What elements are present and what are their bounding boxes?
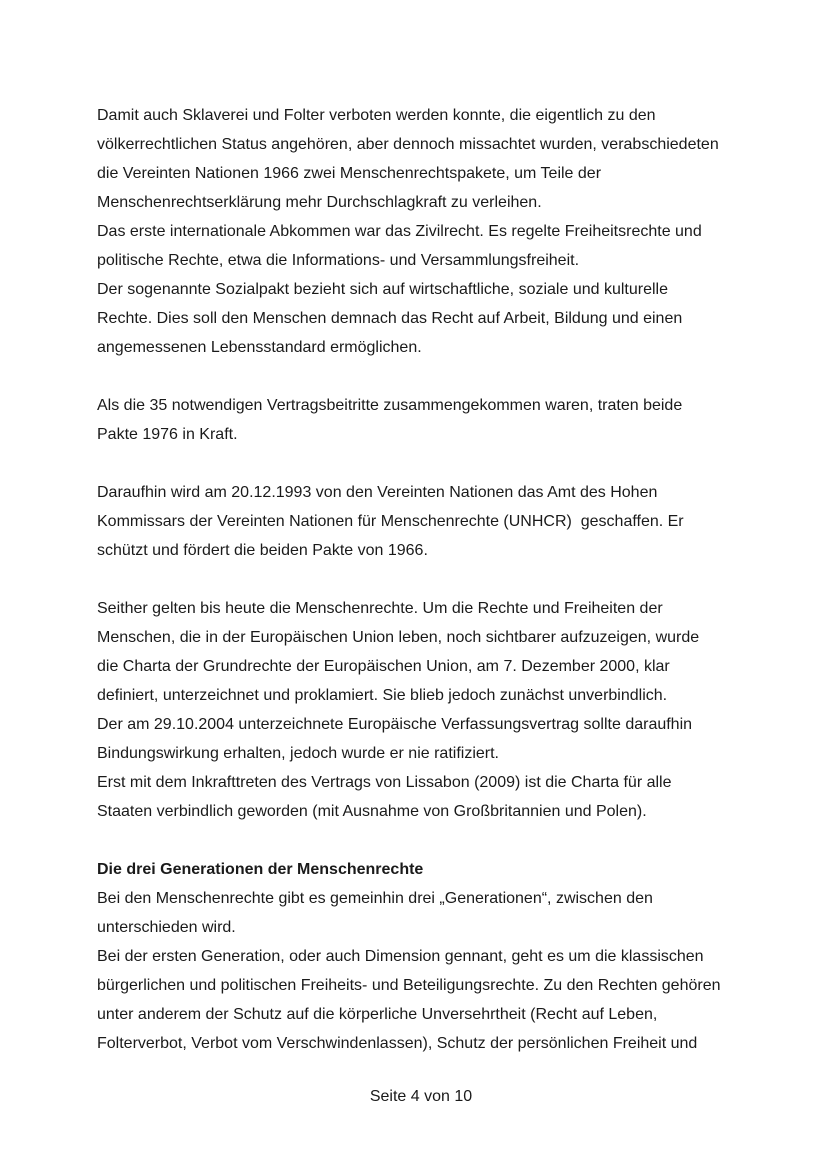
text-line: Menschenrechtserklärung mehr Durchschlagkraft zu verleihen. <box>97 194 542 211</box>
text-line: unterschieden wird. <box>97 919 236 936</box>
section-heading: Die drei Generationen der Menschenrechte <box>97 861 424 878</box>
text-line: die Vereinten Nationen 1966 zwei Menschenrechtspakete, um Teile der <box>97 165 602 182</box>
text-line: schützt und fördert die beiden Pakte von 1966. <box>97 542 428 559</box>
text-line: die Charta der Grundrechte der Europäischen Union, am 7. Dezember 2000, klar <box>97 658 670 675</box>
text-line: bürgerlichen und politischen Freiheits- und Beteiligungsrechte. Zu den Rechten gehören <box>97 977 721 994</box>
text-line: Seither gelten bis heute die Menschenrechte. Um die Rechte und Freiheiten der <box>97 600 663 617</box>
page-number-footer: Seite 4 von 10 <box>369 1088 473 1105</box>
paragraph-spacer <box>97 449 757 478</box>
paragraph-spacer <box>97 826 757 855</box>
text-line: unter anderem der Schutz auf die körperliche Unversehrtheit (Recht auf Leben, <box>97 1006 658 1023</box>
text-line: politische Rechte, etwa die Informations- und Versammlungsfreiheit. <box>97 252 580 269</box>
paragraph-spacer <box>97 565 757 594</box>
text-line: Als die 35 notwendigen Vertragsbeitritte zusammengekommen waren, traten beide <box>97 397 683 414</box>
text-line: Staaten verbindlich geworden (mit Ausnahme von Großbritannien und Polen). <box>97 803 647 820</box>
text-line: völkerrechtlichen Status angehören, aber dennoch missachtet wurden, verabschiedeten <box>97 136 719 153</box>
text-line: Das erste internationale Abkommen war das Zivilrecht. Es regelte Freiheitsrechte und <box>97 223 702 240</box>
text-line: Pakte 1976 in Kraft. <box>97 426 238 443</box>
text-line: Folterverbot, Verbot vom Verschwindenlassen), Schutz der persönlichen Freiheit und <box>97 1035 698 1052</box>
text-line: Bei der ersten Generation, oder auch Dimension gennant, geht es um die klassischen <box>97 948 704 965</box>
text-line: Damit auch Sklaverei und Folter verboten werden konnte, die eigentlich zu den <box>97 107 656 124</box>
text-line: Rechte. Dies soll den Menschen demnach das Recht auf Arbeit, Bildung und einen <box>97 310 683 327</box>
text-line: Menschen, die in der Europäischen Union leben, noch sichtbarer aufzuzeigen, wurde <box>97 629 700 646</box>
text-line: Bei den Menschenrechte gibt es gemeinhin drei „Generationen“, zwischen den <box>97 890 653 907</box>
document-text-body <box>97 101 757 1058</box>
text-line: Erst mit dem Inkrafttreten des Vertrags von Lissabon (2009) ist die Charta für alle <box>97 774 672 791</box>
text-line: definiert, unterzeichnet und proklamiert. Sie blieb jedoch zunächst unverbindlich. <box>97 687 668 704</box>
text-line: Bindungswirkung erhalten, jedoch wurde er nie ratifiziert. <box>97 745 499 762</box>
text-line: Daraufhin wird am 20.12.1993 von den Vereinten Nationen das Amt des Hohen <box>97 484 658 501</box>
paragraph-spacer <box>97 362 757 391</box>
text-line: Der am 29.10.2004 unterzeichnete Europäische Verfassungsvertrag sollte daraufhin <box>97 716 693 733</box>
text-line: Kommissars der Vereinten Nationen für Menschenrechte (UNHCR) geschaffen. Er <box>97 513 684 530</box>
text-line: angemessenen Lebensstandard ermöglichen. <box>97 339 422 356</box>
text-line: Der sogenannte Sozialpakt bezieht sich auf wirtschaftliche, soziale und kulturelle <box>97 281 668 298</box>
